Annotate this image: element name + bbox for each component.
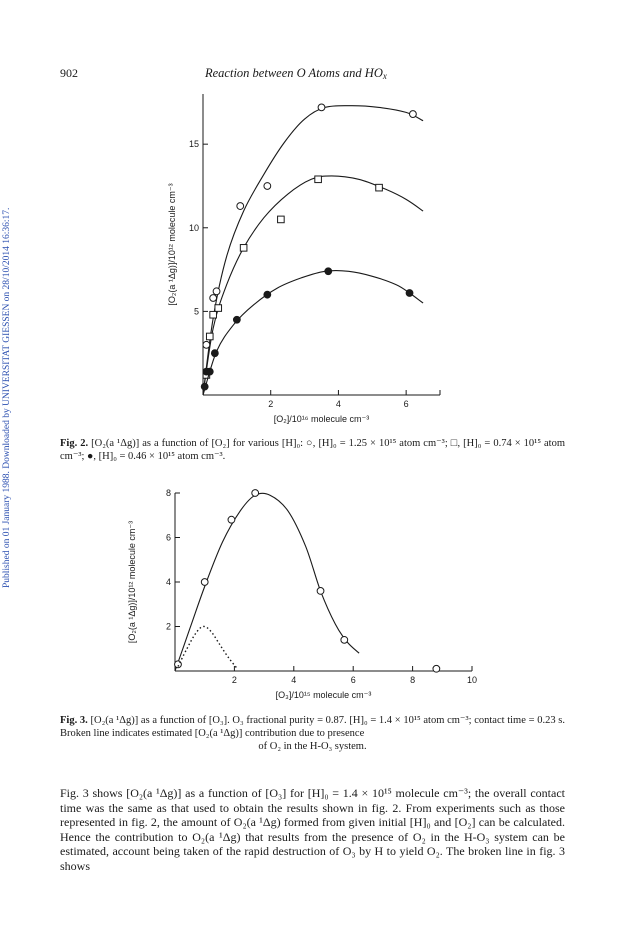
x-axis-title: [O₃]/10¹⁵ molecule cm⁻³ bbox=[275, 690, 372, 700]
open-circle-marker bbox=[341, 636, 348, 643]
broken-line-curve bbox=[178, 626, 237, 668]
open-circle-marker bbox=[252, 490, 259, 497]
x-axis-title: [O₂]/10¹⁶ molecule cm⁻³ bbox=[273, 414, 370, 424]
figure-2-caption: Fig. 2. [O₂(a ¹Δg)] as a function of [O₂] for various [H]₀: ○, [H]₀ = 1.25 × 10¹⁵ atom cm⁻³; □, [H]₀ = 0.74 × 10¹⁵ atom cm⁻³; ●, [H]₀ = 0.46 × 10¹⁵ atom cm⁻³. bbox=[60, 438, 565, 462]
x-tick-label: 2 bbox=[268, 399, 274, 409]
y-axis-title: [O₂(a ¹Δg)]/10¹² molecule cm⁻³ bbox=[127, 520, 137, 644]
open-circle-marker bbox=[433, 665, 440, 672]
y-axis-title: [O₂(a ¹Δg)]/10¹² molecule cm⁻³ bbox=[167, 183, 177, 306]
y-tick-label: 8 bbox=[165, 488, 171, 498]
y-tick-label: 5 bbox=[193, 306, 199, 317]
figure-3-caption: Fig. 3. [O₂(a ¹Δg)] as a function of [O₃]. O₃ fractional purity = 0.87. [H]₀ = 1.4 × 10¹⁵ atom cm⁻³; contact time = 0.23 s. Broken line indicates estimated [O₂(a ¹Δg)] contribution due to presence of O₂ in the H-O₃ system. bbox=[60, 715, 565, 752]
running-title: Reaction between O Atoms and $HO_x$ bbox=[205, 66, 387, 81]
open-circle-marker bbox=[317, 588, 324, 595]
y-tick-label: 6 bbox=[165, 532, 171, 543]
open-circle-marker bbox=[228, 516, 235, 523]
x-tick-label: 6 bbox=[403, 399, 409, 409]
x-tick-label: 4 bbox=[291, 675, 297, 685]
x-tick-label: 6 bbox=[350, 675, 356, 685]
y-tick-label: 4 bbox=[165, 577, 171, 587]
x-tick-label: 4 bbox=[335, 399, 341, 409]
body-paragraph: Fig. 3 shows [O₂(a ¹Δg)] as a function of [O₃] for [H]₀ = 1.4 × 10¹⁵ molecule cm⁻³; the overall contact time was the same as that used to obtain the results shown in fig. 2. From experiments such as those represented in fig. 2, the amount of O₂(a ¹Δg) formed from given initial [H]₀ and [O₂] can be calculated. Hence the contribution to O₂(a ¹Δg) that results from the presence of O₂ in the H-O₃ system can be estimated, account being taken of the rapid destruction of O₃ by H to yield O₂. The broken line in fig. 3 shows bbox=[60, 786, 565, 873]
open-circle-marker bbox=[201, 579, 208, 586]
x-tick-label: 10 bbox=[466, 675, 478, 685]
y-tick-label: 10 bbox=[188, 222, 199, 233]
x-tick-label: 2 bbox=[231, 675, 237, 685]
x-tick-label: 8 bbox=[410, 675, 416, 685]
page-number: 902 bbox=[60, 66, 78, 80]
y-tick-label: 15 bbox=[188, 139, 199, 150]
download-notice: Published on 01 January 1988. Downloaded by UNIVERSITAT GIESSEN on 28/10/2014 16:36:17. bbox=[2, 207, 12, 588]
y-tick-label: 2 bbox=[165, 621, 171, 632]
